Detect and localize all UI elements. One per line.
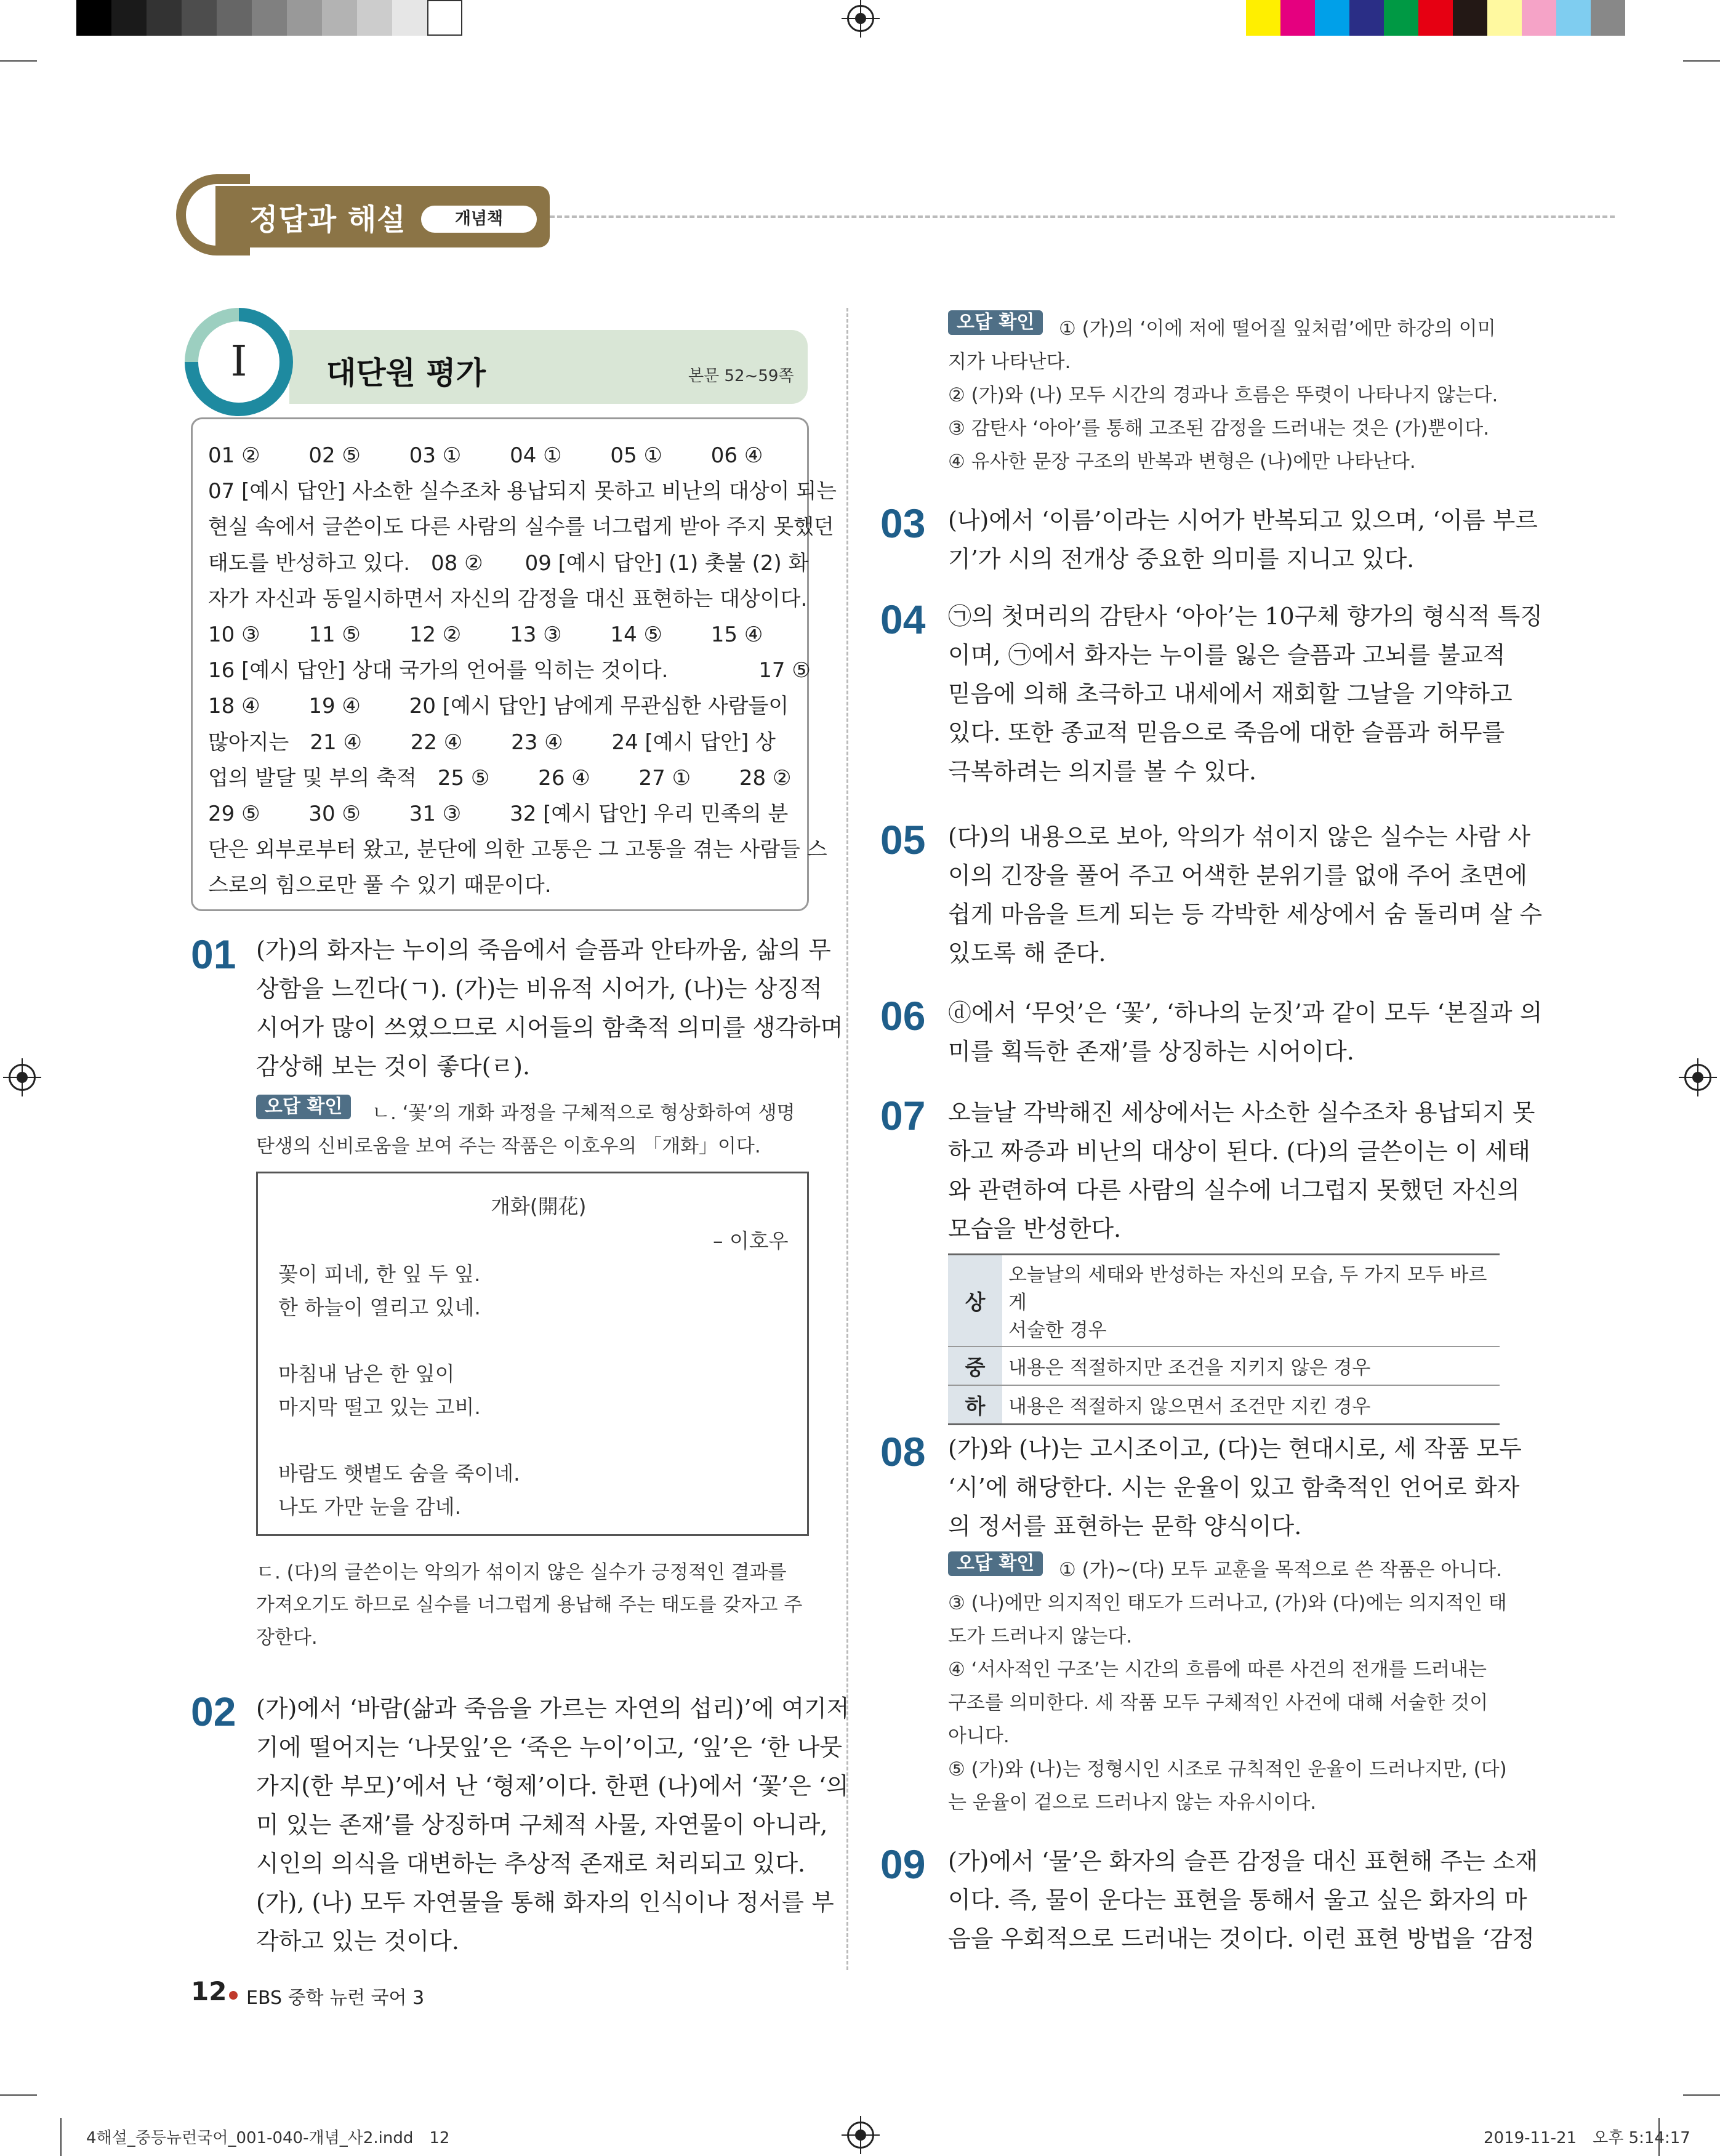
question-line: ㉠의 첫머리의 감탄사 ‘아아’는 10구체 향가의 형식적 특징 bbox=[948, 603, 1543, 630]
crop-mark bbox=[1683, 2094, 1720, 2096]
note-line: ④ 유사한 문장 구조의 반복과 변형은 (나)에만 나타난다. bbox=[948, 451, 1416, 473]
section-page-range: 본문 52~59쪽 bbox=[688, 367, 794, 385]
question-number: 05 bbox=[880, 817, 926, 863]
answer-line: 단은 외부로부터 왔고, 분단에 의한 고통은 그 고통을 겪는 사람들 스 bbox=[208, 837, 827, 863]
question-line: (가)와 (나)는 고시조이고, (다)는 현대시로, 세 작품 모두 bbox=[948, 1435, 1522, 1462]
question-line: 감상해 보는 것이 좋다(ㄹ). bbox=[256, 1053, 531, 1080]
header-badge: 개념책 bbox=[421, 206, 537, 233]
wrong-answer-check-tag: 오답 확인 bbox=[948, 310, 1043, 335]
rubric-level: 하 bbox=[948, 1385, 1002, 1425]
answer-line: 07 [예시 답안] 사소한 실수조차 용납되지 못하고 비난의 대상이 되는 bbox=[208, 479, 837, 504]
rubric-description bbox=[1002, 1346, 1500, 1385]
question-line: (가)의 화자는 누이의 죽음에서 슬픔과 안타까움, 삶의 무 bbox=[256, 936, 831, 963]
question-line: 극복하려는 의지를 볼 수 있다. bbox=[948, 758, 1256, 785]
answer-line: 29 ⑤ 30 ⑤ 31 ③ 32 [예시 답안] 우리 민족의 분 bbox=[208, 802, 789, 826]
crop-mark bbox=[60, 2118, 62, 2156]
question-number: 06 bbox=[880, 993, 926, 1039]
rubric-level: 중 bbox=[948, 1346, 1002, 1385]
wrong-answer-check-tag: 오답 확인 bbox=[256, 1095, 351, 1119]
question-line: 모습을 반성한다. bbox=[948, 1215, 1122, 1242]
rubric-row bbox=[948, 1255, 1500, 1347]
question-line: 각하고 있는 것이다. bbox=[256, 1928, 459, 1955]
color-bar bbox=[1246, 0, 1625, 36]
question-line: 미를 획득한 존재’를 상징하는 시어이다. bbox=[948, 1038, 1354, 1065]
answer-line: 태도를 반성하고 있다. 08 ② 09 [예시 답안] (1) 촛불 (2) 화 bbox=[208, 550, 809, 576]
question-line: 이며, ㉠에서 화자는 누이를 잃은 슬픔과 고뇌를 불교적 bbox=[948, 642, 1506, 669]
rubric-text: 오늘날의 세태와 반성하는 자신의 모습, 두 가지 모두 바르게 bbox=[1008, 1264, 1487, 1314]
answer-line: 자가 자신과 동일시하면서 자신의 감정을 대신 표현하는 대상이다. bbox=[208, 586, 808, 611]
question-number: 03 bbox=[880, 501, 926, 546]
header-title: 정답과 해설 bbox=[249, 203, 406, 237]
rubric-description bbox=[1002, 1255, 1500, 1347]
crop-mark bbox=[1683, 60, 1720, 62]
poem-line: 바람도 햇볕도 숨을 죽이네. bbox=[278, 1462, 520, 1486]
registration-mark-icon bbox=[847, 5, 874, 32]
page-number: 12 bbox=[191, 1976, 227, 2006]
answer-line: 업의 발달 및 부의 축적 25 ⑤ 26 ④ 27 ① 28 ② bbox=[208, 765, 792, 790]
question-line: (가)에서 ‘물’은 화자의 슬픈 감정을 대신 표현해 주는 소재 bbox=[948, 1848, 1538, 1875]
registration-mark-icon bbox=[9, 1064, 36, 1091]
rubric-row bbox=[948, 1385, 1500, 1425]
question-line: 상함을 느낀다(ㄱ). (가)는 비유적 시어가, (나)는 상징적 bbox=[256, 975, 822, 1002]
registration-mark-icon bbox=[1684, 1064, 1711, 1091]
note-line: ㄷ. (다)의 글쓴이는 악의가 섞이지 않은 실수가 긍정적인 결과를 bbox=[256, 1561, 787, 1583]
note-line: 아니다. bbox=[948, 1725, 1010, 1747]
question-line: (가)에서 ‘바람(삶과 죽음을 가르는 자연의 섭리)’에 여기저 bbox=[256, 1695, 850, 1722]
question-line: 이의 긴장을 풀어 주고 어색한 분위기를 없애 주어 초면에 bbox=[948, 862, 1527, 889]
note-line: 는 운율이 겉으로 드러나지 않는 자유시이다. bbox=[948, 1792, 1317, 1814]
question-line: 있도록 해 준다. bbox=[948, 939, 1106, 967]
note-line: 탄생의 신비로움을 보여 주는 작품은 이호우의 「개화」이다. bbox=[256, 1135, 761, 1157]
note-line: ③ (나)에만 의지적인 태도가 드러나고, (가)와 (다)에는 의지적인 태 bbox=[948, 1592, 1507, 1614]
question-line: 쉽게 마음을 트게 되는 등 각박한 세상에서 숨 돌리며 살 수 bbox=[948, 901, 1543, 928]
question-number: 07 bbox=[880, 1093, 926, 1138]
poem-line: 나도 가만 눈을 감네. bbox=[278, 1495, 461, 1519]
rubric-text: 서술한 경우 bbox=[1008, 1319, 1107, 1341]
scoring-rubric-table bbox=[948, 1253, 1500, 1425]
question-line: 의 정서를 표현하는 문학 양식이다. bbox=[948, 1513, 1302, 1540]
question-line: 와 관련하여 다른 사람의 실수에 너그럽지 못했던 자신의 bbox=[948, 1177, 1520, 1204]
note-line: ④ ‘서사적인 구조’는 시간의 흐름에 따른 사건의 전개를 드러내는 bbox=[948, 1659, 1487, 1681]
rubric-text: 내용은 적절하지 않으면서 조건만 지킨 경우 bbox=[1008, 1396, 1371, 1418]
crop-mark bbox=[0, 2094, 37, 2096]
poem-line: 한 하늘이 열리고 있네. bbox=[278, 1295, 481, 1319]
answer-line: 현실 속에서 글쓴이도 다른 사람의 실수를 너그럽게 받아 주지 못했던 bbox=[208, 515, 834, 540]
poem-line: 꽃이 피네, 한 잎 두 잎. bbox=[278, 1262, 481, 1286]
question-line: 이다. 즉, 물이 운다는 표현을 통해서 울고 싶은 화자의 마 bbox=[948, 1886, 1527, 1913]
question-line: 기에 떨어지는 ‘나뭇잎’은 ‘죽은 누이’이고, ‘잎’은 ‘한 나뭇 bbox=[256, 1734, 843, 1761]
question-line: 미 있는 존재’를 상징하며 구체적 사물, 자연물이 아니라, bbox=[256, 1811, 828, 1838]
question-line: 가지(한 부모)’에서 난 ‘형제’이다. 한편 (나)에서 ‘꽃’은 ‘의 bbox=[256, 1772, 849, 1800]
question-number: 09 bbox=[880, 1841, 926, 1887]
header-divider bbox=[550, 215, 1615, 218]
question-number: 08 bbox=[880, 1429, 926, 1474]
rubric-row bbox=[948, 1346, 1500, 1385]
question-line: ‘시’에 해당한다. 시는 운율이 있고 함축적인 언어로 화자 bbox=[948, 1474, 1520, 1501]
question-line: (가), (나) 모두 자연물을 통해 화자의 인식이나 정서를 부 bbox=[256, 1889, 834, 1916]
question-line: 하고 짜증과 비난의 대상이 된다. (다)의 글쓴이는 이 세태 bbox=[948, 1138, 1530, 1165]
answer-line: 01 ② 02 ⑤ 03 ① 04 ① 05 ① 06 ④ bbox=[208, 443, 763, 468]
question-line: 음을 우회적으로 드러내는 것이다. 이런 표현 방법을 ‘감정 bbox=[948, 1925, 1535, 1952]
question-line: 오늘날 각박해진 세상에서는 사소한 실수조차 용납되지 못 bbox=[948, 1099, 1535, 1126]
column-divider bbox=[846, 308, 848, 1970]
question-number: 04 bbox=[880, 597, 926, 642]
poem-line: 마지막 떨고 있는 고비. bbox=[278, 1395, 481, 1419]
note-line: ① (가)의 ‘이에 저에 떨어질 잎처럼’에만 하강의 이미 bbox=[1059, 318, 1496, 340]
answer-line: 18 ④ 19 ④ 20 [예시 답안] 남에게 무관심한 사람들이 bbox=[208, 694, 789, 719]
crop-mark bbox=[0, 60, 37, 62]
poem-title: 개화(開花) bbox=[491, 1194, 587, 1218]
question-line: (나)에서 ‘이름’이라는 시어가 반복되고 있으며, ‘이름 부르 bbox=[948, 507, 1538, 534]
answer-line: 10 ③ 11 ⑤ 12 ② 13 ③ 14 ⑤ 15 ④ bbox=[208, 622, 763, 647]
question-line: 기’가 시의 전개상 중요한 의미를 지니고 있다. bbox=[948, 545, 1415, 573]
note-line: ⑤ (가)와 (나)는 정형시인 시조로 규칙적인 운율이 드러나지만, (다) bbox=[948, 1758, 1507, 1780]
slug-date: 2019-11-21 오후 5:14:17 bbox=[1484, 2129, 1690, 2147]
question-line: 믿음에 의해 초극하고 내세에서 재회할 그날을 기약하고 bbox=[948, 680, 1513, 707]
note-line: ① (가)~(다) 모두 교훈을 목적으로 쓴 작품은 아니다. bbox=[1059, 1559, 1503, 1581]
note-line: 가져오기도 하므로 실수를 너그럽게 용납해 주는 태도를 갖자고 주 bbox=[256, 1594, 803, 1616]
note-line: 구조를 의미한다. 세 작품 모두 구체적인 사건에 대해 서술한 것이 bbox=[948, 1692, 1489, 1714]
question-line: ⓓ에서 ‘무엇’은 ‘꽃’, ‘하나의 눈짓’과 같이 모두 ‘본질과 의 bbox=[948, 999, 1543, 1026]
note-line: ② (가)와 (나) 모두 시간의 경과나 흐름은 뚜렷이 나타나지 않는다. bbox=[948, 384, 1498, 406]
slug-filename: 4해설_중등뉴런국어_001-040-개념_사2.indd 12 bbox=[86, 2129, 450, 2147]
section-title: 대단원 평가 bbox=[326, 355, 486, 391]
question-line: 있다. 또한 종교적 믿음으로 죽음에 대한 슬픔과 허무를 bbox=[948, 719, 1505, 746]
answer-line: 스로의 힘으로만 풀 수 있기 때문이다. bbox=[208, 873, 552, 898]
wrong-answer-check-tag: 오답 확인 bbox=[948, 1551, 1043, 1576]
question-number: 02 bbox=[191, 1689, 236, 1734]
section-numeral: I bbox=[198, 321, 279, 403]
rubric-level: 상 bbox=[948, 1255, 1002, 1347]
registration-mark-icon bbox=[847, 2122, 874, 2149]
question-line: (다)의 내용으로 보아, 악의가 섞이지 않은 실수는 사람 사 bbox=[948, 823, 1530, 850]
rubric-description bbox=[1002, 1385, 1500, 1425]
section-number-badge bbox=[185, 308, 293, 416]
poem-author: – 이호우 bbox=[713, 1229, 789, 1253]
answer-line: 많아지는 21 ④ 22 ④ 23 ④ 24 [예시 답안] 상 bbox=[208, 730, 776, 755]
rubric-text: 내용은 적절하지만 조건을 지키지 않은 경우 bbox=[1008, 1357, 1371, 1379]
note-line: ③ 감탄사 ‘아아’를 통해 고조된 감정을 드러내는 것은 (가)뿐이다. bbox=[948, 417, 1490, 440]
question-line: 시어가 많이 쓰였으므로 시어들의 함축적 의미를 생각하며 bbox=[256, 1014, 843, 1041]
note-line: 도가 드러나지 않는다. bbox=[948, 1625, 1133, 1647]
question-line: 시인의 의식을 대변하는 추상적 존재로 처리되고 있다. bbox=[256, 1850, 806, 1877]
bullet-dot-icon bbox=[229, 1991, 238, 2000]
poem-line: 마침내 남은 한 잎이 bbox=[278, 1362, 455, 1386]
note-line: ㄴ. ‘꽃’의 개화 과정을 구체적으로 형상화하여 생명 bbox=[372, 1102, 795, 1124]
note-line: 장한다. bbox=[256, 1627, 318, 1649]
grayscale-bar bbox=[76, 0, 462, 36]
answer-line: 16 [예시 답안] 상대 국가의 언어를 익히는 것이다. 17 ⑤ bbox=[208, 658, 811, 683]
book-title: EBS 중학 뉴런 국어 3 bbox=[246, 1987, 425, 2009]
question-number: 01 bbox=[191, 931, 236, 977]
note-line: 지가 나타난다. bbox=[948, 351, 1071, 373]
